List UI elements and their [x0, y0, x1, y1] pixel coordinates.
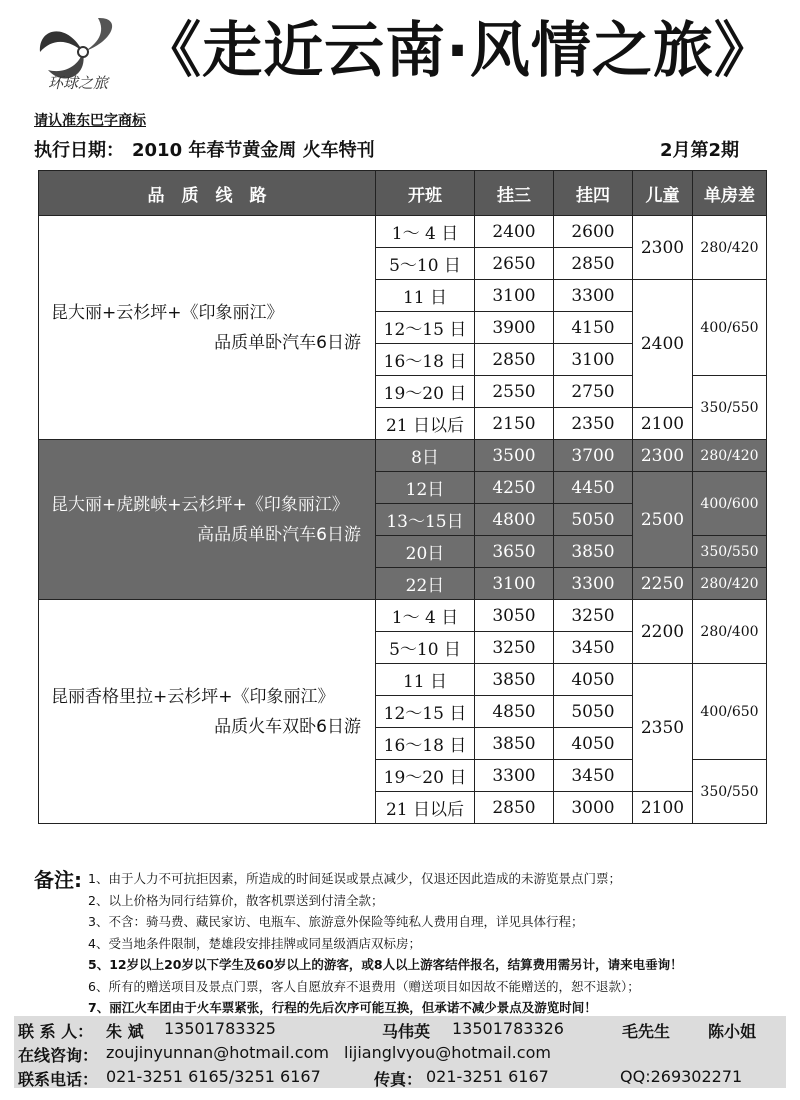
price-berth3: 2850 [475, 344, 554, 376]
price-single: 350/550 [693, 760, 767, 824]
price-berth4: 3000 [554, 792, 633, 824]
price-child: 2300 [633, 440, 693, 472]
price-berth4: 3250 [554, 600, 633, 632]
logo-text: 环球之旅 [48, 74, 109, 92]
departure-date: 22日 [376, 568, 475, 600]
contact3-name: 毛先生 [622, 1022, 671, 1041]
price-child: 2250 [633, 568, 693, 600]
price-berth4: 5050 [554, 696, 633, 728]
contact2-name: 马伟英 [382, 1022, 431, 1041]
price-berth4: 3450 [554, 760, 633, 792]
fax-label: 传真： [374, 1070, 423, 1089]
notes-label: 备注: [34, 868, 82, 892]
price-berth3: 3650 [475, 536, 554, 568]
price-berth3: 3300 [475, 760, 554, 792]
price-table [38, 170, 767, 824]
price-berth4: 3300 [554, 568, 633, 600]
departure-date: 5～10 日 [376, 248, 475, 280]
departure-date: 12～15 日 [376, 312, 475, 344]
price-berth3: 4800 [475, 504, 554, 536]
price-berth3: 2850 [475, 792, 554, 824]
header-berth3: 挂三 [475, 171, 554, 216]
page-title: 《走近云南·风情之旅》 [141, 16, 775, 86]
price-berth3: 3900 [475, 312, 554, 344]
exec-date-value: 2010 年春节黄金周 火车特刊 [132, 140, 375, 161]
table-header-row [39, 171, 767, 216]
email-link-1[interactable]: zoujinyunnan@hotmail.com [106, 1043, 329, 1062]
route-line1: 昆大丽+虎跳峡+云杉坪+《印象丽江》 [51, 494, 349, 515]
price-berth4: 4150 [554, 312, 633, 344]
note-item: 6、所有的赠送项目及景点门票，客人自愿放弃不退费用（赠送项目如因故不能赠送的，恕不退款）； [88, 978, 640, 994]
price-berth4: 3850 [554, 536, 633, 568]
price-single: 350/550 [693, 376, 767, 440]
price-berth3: 3050 [475, 600, 554, 632]
contact4-name: 陈小姐 [708, 1022, 757, 1041]
email-link-2[interactable]: lijianglvyou@hotmail.com [344, 1043, 551, 1062]
price-berth4: 4450 [554, 472, 633, 504]
price-berth4: 3700 [554, 440, 633, 472]
price-berth4: 2750 [554, 376, 633, 408]
route-line2: 高品质单卧汽车6日游 [197, 524, 361, 545]
price-berth4: 4050 [554, 728, 633, 760]
price-child: 2100 [633, 792, 693, 824]
departure-date: 21 日以后 [376, 408, 475, 440]
route-name-2 [39, 440, 376, 600]
price-single: 280/420 [693, 440, 767, 472]
table-row [39, 600, 767, 632]
departure-date: 1～ 4 日 [376, 600, 475, 632]
departure-date: 19～20 日 [376, 760, 475, 792]
route-line1: 昆丽香格里拉+云杉坪+《印象丽江》 [51, 686, 335, 707]
exec-date-label: 执行日期： [34, 140, 124, 161]
route-name-3 [39, 600, 376, 824]
departure-date: 20日 [376, 536, 475, 568]
price-berth3: 4250 [475, 472, 554, 504]
note-item: 1、由于人力不可抗拒因素，所造成的时间延误或景点减少，仅退还因此造成的未游览景点门票； [88, 871, 621, 886]
table-row [39, 216, 767, 248]
price-berth4: 3450 [554, 632, 633, 664]
header-berth4: 挂四 [554, 171, 633, 216]
price-child: 2500 [633, 472, 693, 568]
online-label: 在线咨询： [18, 1046, 99, 1065]
price-single: 280/420 [693, 568, 767, 600]
departure-date: 12日 [376, 472, 475, 504]
header-departure: 开班 [376, 171, 475, 216]
price-child: 2400 [633, 280, 693, 408]
price-berth3: 3500 [475, 440, 554, 472]
price-single: 280/400 [693, 600, 767, 664]
price-child: 2300 [633, 216, 693, 280]
departure-date: 16～18 日 [376, 728, 475, 760]
price-berth4: 2600 [554, 216, 633, 248]
departure-date: 1～ 4 日 [376, 216, 475, 248]
price-child: 2100 [633, 408, 693, 440]
price-single: 280/420 [693, 216, 767, 280]
contact2-phone: 13501783326 [452, 1019, 564, 1038]
price-berth3: 3250 [475, 632, 554, 664]
price-single: 400/650 [693, 664, 767, 760]
qq-number: QQ:269302271 [620, 1067, 743, 1086]
contact1-phone: 13501783325 [164, 1019, 276, 1038]
route-line1: 昆大丽+云杉坪+《印象丽江》 [51, 302, 284, 323]
header-single-supplement: 单房差 [693, 171, 767, 216]
note-item: 4、受当地条件限制，楚雄段安排挂牌或同星级酒店双标房； [88, 935, 421, 951]
price-berth4: 2850 [554, 248, 633, 280]
phone-value: 021-3251 6165/3251 6167 [106, 1067, 321, 1086]
route-line2: 品质火车双卧6日游 [214, 716, 361, 737]
price-berth3: 2550 [475, 376, 554, 408]
notes-list [88, 868, 788, 1019]
note-item: 5、12岁以上20岁以下学生及60岁以上的游客，或8人以上游客结伴报名，结算费用需另计，请来电垂询！ [88, 957, 683, 972]
price-single: 350/550 [693, 536, 767, 568]
note-item: 3、不含：骑马费、藏民家访、电瓶车、旅游意外保险等纯私人费用自理，详见具体行程； [88, 914, 584, 929]
price-child: 2200 [633, 600, 693, 664]
contact1-name: 朱 斌 [106, 1022, 144, 1041]
table-row [39, 440, 767, 472]
contact-footer [14, 1016, 786, 1088]
price-berth4: 4050 [554, 664, 633, 696]
header-route: 品 质 线 路 [39, 171, 376, 216]
price-berth3: 3100 [475, 280, 554, 312]
route-name-1 [39, 216, 376, 440]
departure-date: 16～18 日 [376, 344, 475, 376]
issue-number: 2月第2期 [660, 140, 740, 161]
departure-date: 19～20 日 [376, 376, 475, 408]
price-berth3: 2650 [475, 248, 554, 280]
price-berth3: 4850 [475, 696, 554, 728]
price-berth3: 3850 [475, 728, 554, 760]
phone-label: 联系电话： [18, 1070, 99, 1089]
header-child: 儿童 [633, 171, 693, 216]
price-berth4: 3100 [554, 344, 633, 376]
price-berth3: 3100 [475, 568, 554, 600]
departure-date: 5～10 日 [376, 632, 475, 664]
departure-date: 11 日 [376, 664, 475, 696]
route-line2: 品质单卧汽车6日游 [214, 332, 361, 353]
price-berth3: 2400 [475, 216, 554, 248]
fax-value: 021-3251 6167 [426, 1067, 549, 1086]
note-item: 7、丽江火车团由于火车票紧张，行程的先后次序可能互换，但承诺不减少景点及游览时间！ [88, 1000, 597, 1015]
price-berth3: 2150 [475, 408, 554, 440]
note-item: 2、以上价格为同行结算价，散客机票送到付清全款； [88, 892, 384, 908]
price-single: 400/650 [693, 280, 767, 376]
price-berth4: 2350 [554, 408, 633, 440]
price-berth4: 5050 [554, 504, 633, 536]
departure-date: 13～15日 [376, 504, 475, 536]
price-child: 2350 [633, 664, 693, 792]
contact-label: 联 系 人： [18, 1022, 94, 1041]
price-berth3: 3850 [475, 664, 554, 696]
price-berth4: 3300 [554, 280, 633, 312]
price-single: 400/600 [693, 472, 767, 536]
departure-date: 11 日 [376, 280, 475, 312]
departure-date: 21 日以后 [376, 792, 475, 824]
departure-date: 12～15 日 [376, 696, 475, 728]
trademark-notice: 请认准东巴字商标 [34, 113, 146, 129]
departure-date: 8日 [376, 440, 475, 472]
